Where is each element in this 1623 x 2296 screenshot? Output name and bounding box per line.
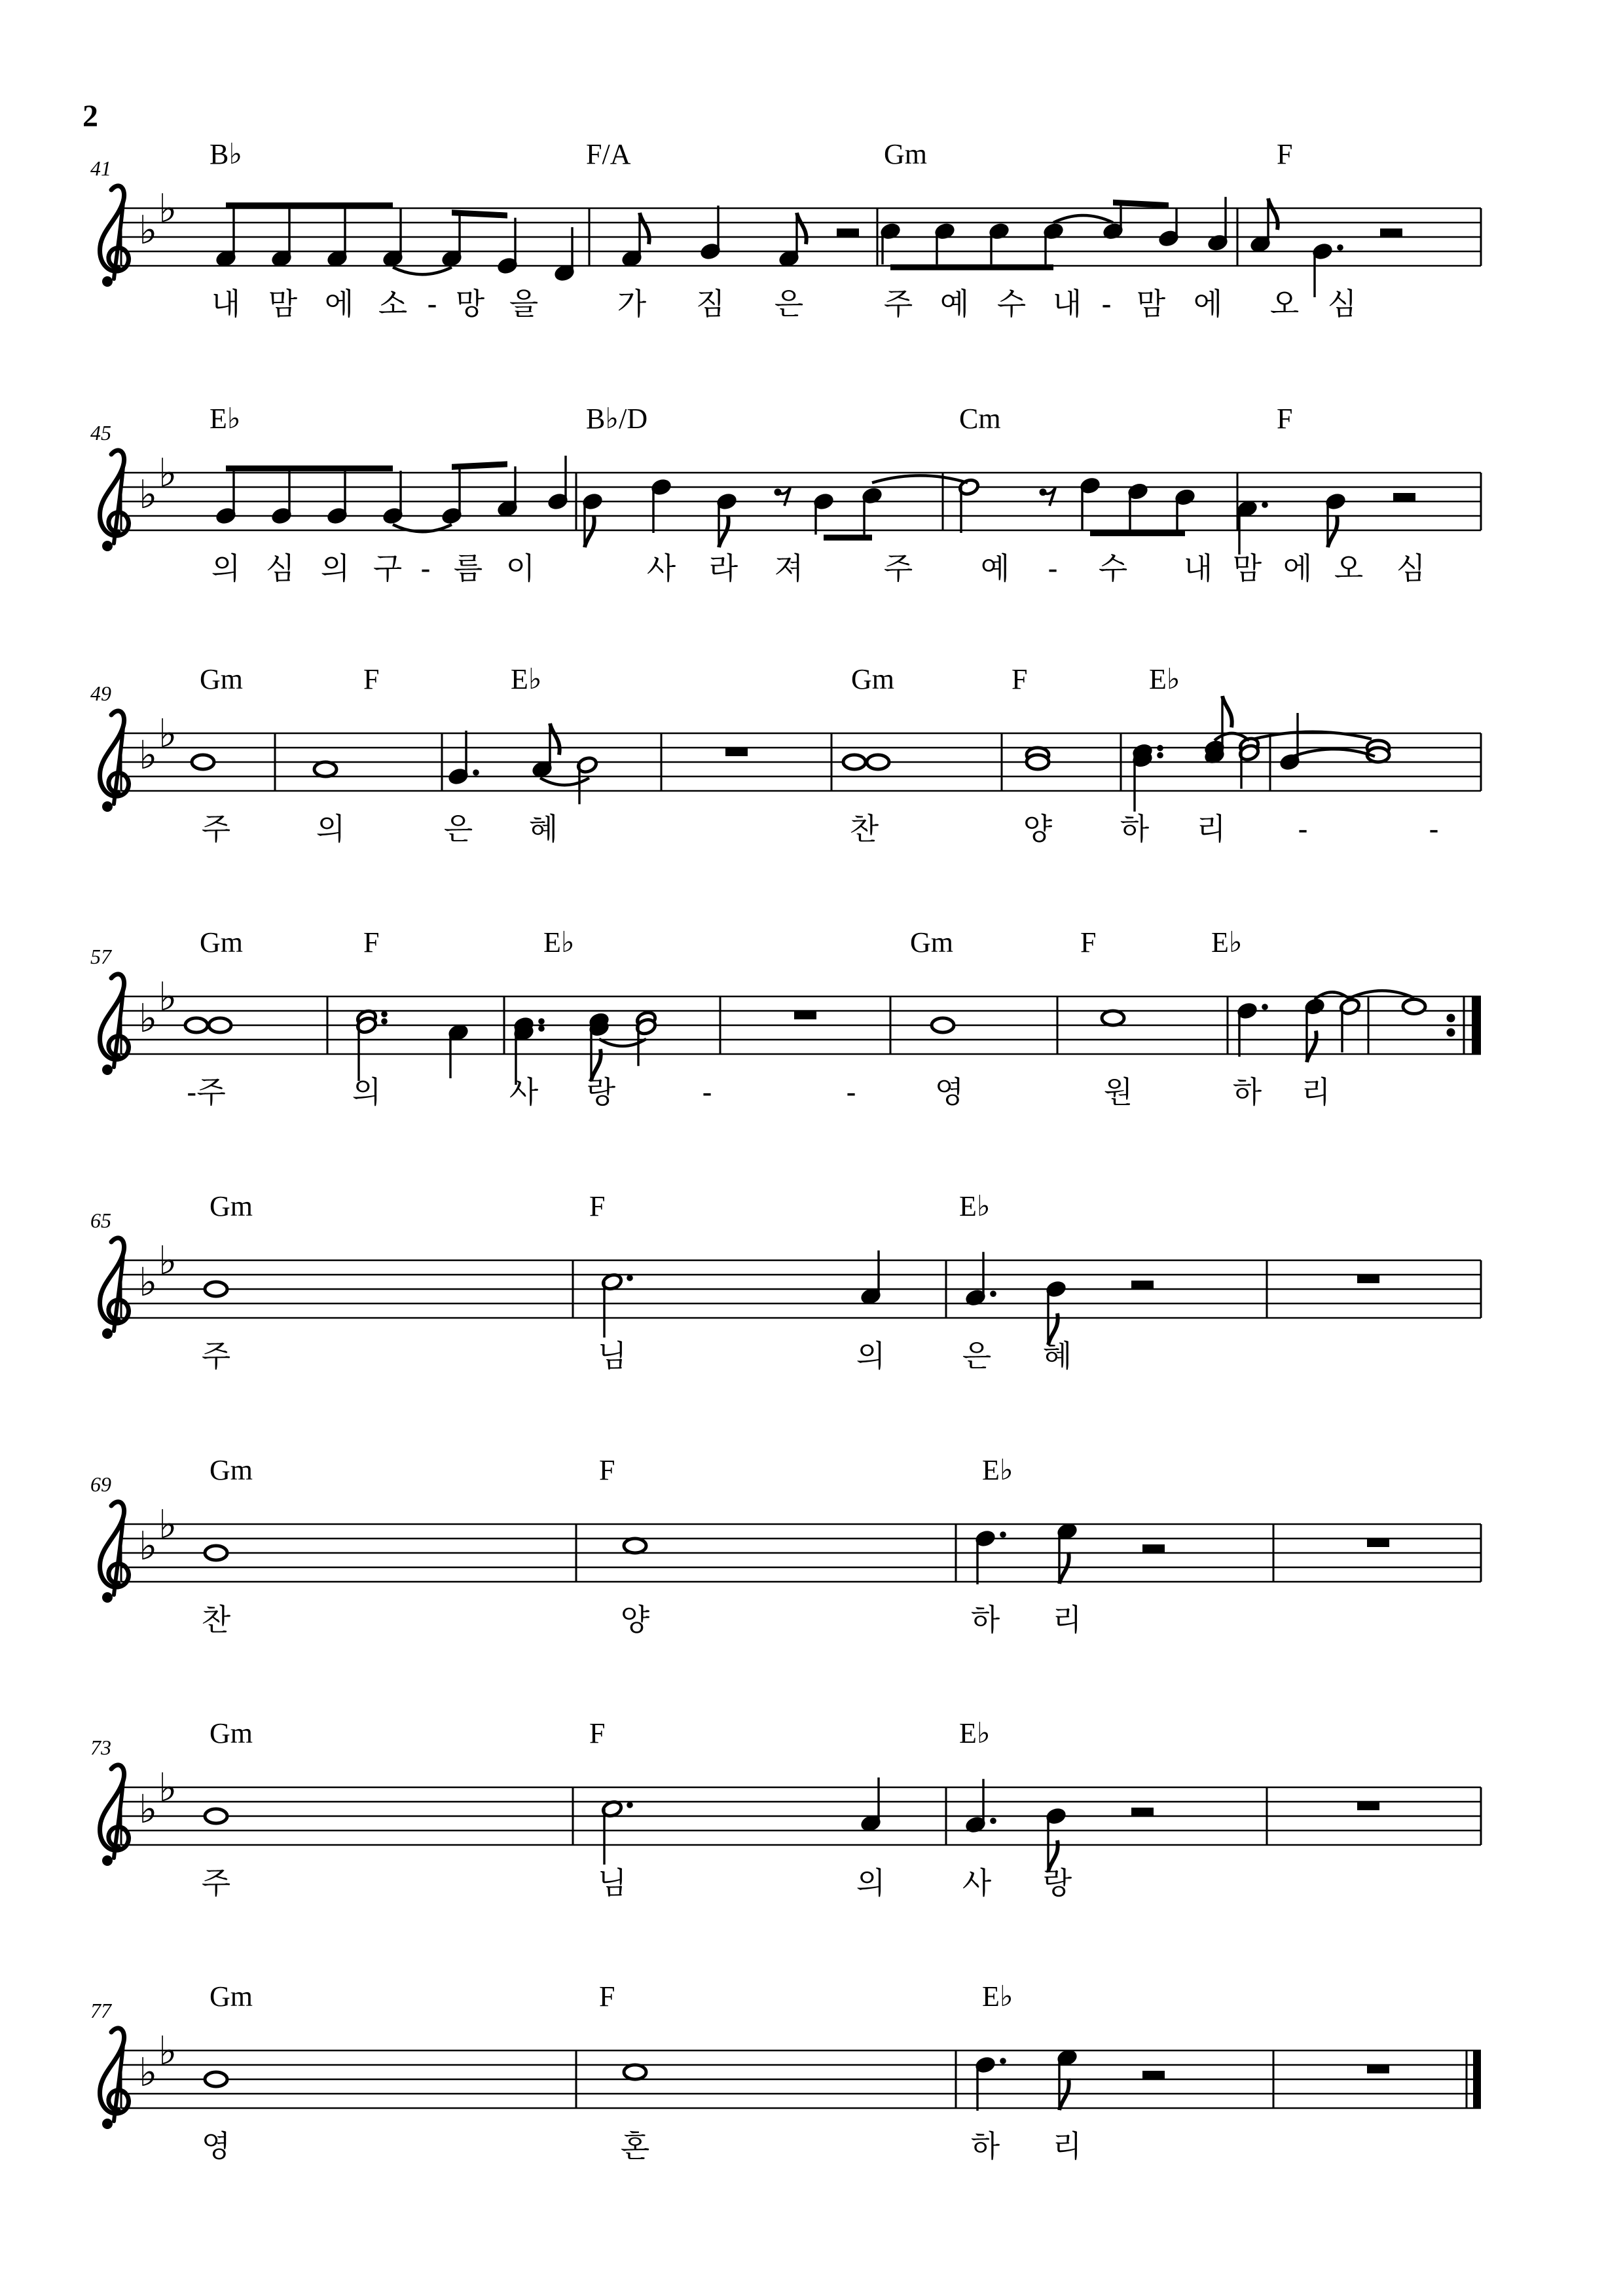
lyric-syllable: 영 <box>201 2129 231 2163</box>
notehead <box>209 1018 231 1032</box>
lyric-syllable: 찬 <box>849 812 879 846</box>
measure-number: 45 <box>90 421 111 445</box>
lyric-syllable: 수 <box>1098 551 1128 585</box>
lyric-syllable: 에 <box>324 287 354 321</box>
chord-symbol: B♭/D <box>586 403 648 435</box>
lyric-syllable: - <box>427 287 437 321</box>
lyric-syllable: - <box>1298 812 1308 846</box>
tie <box>393 267 452 274</box>
staff-lines <box>121 1260 1481 1318</box>
eighth-flag <box>640 213 649 244</box>
lyric-syllable: 하 <box>970 1603 1000 1637</box>
chords <box>210 1454 1013 1486</box>
whole-rest <box>1367 2065 1389 2073</box>
lyric-syllable: 망 <box>455 287 485 321</box>
lyric-syllable: 라 <box>708 551 739 585</box>
system-m65 <box>90 1190 1481 1373</box>
lyric-syllable: 랑 <box>1042 1866 1072 1900</box>
lyric-syllable: 주 <box>201 1866 231 1900</box>
eighth-flag <box>1268 198 1278 230</box>
tie <box>872 475 968 483</box>
chords <box>210 1717 991 1749</box>
chord-symbol: Gm <box>200 926 243 958</box>
lyric-syllable: 맘 <box>268 287 298 321</box>
notes <box>215 456 1415 555</box>
lyric-syllable: 주 <box>201 812 231 846</box>
whole-rest <box>794 1011 816 1019</box>
tie <box>1053 215 1113 223</box>
beam <box>226 465 393 471</box>
eighth-flag <box>797 213 807 244</box>
lyric-syllable: 리 <box>1052 1603 1082 1637</box>
beam <box>452 461 507 469</box>
lyric-syllable: 예 <box>980 551 1010 585</box>
lyric-syllable: 예 <box>939 287 970 321</box>
chord-symbol: Gm <box>210 1454 253 1486</box>
eighth-flag <box>585 516 594 547</box>
flat-sign: ♭ <box>139 997 158 1040</box>
chord-symbol: E♭ <box>210 403 241 435</box>
measure-number: 41 <box>90 156 111 180</box>
beam <box>824 535 872 541</box>
lyric-syllable: 원 <box>1103 1075 1133 1109</box>
augmentation-dot <box>627 1275 633 1281</box>
augmentation-dot <box>538 1025 545 1032</box>
lyric-syllable: 의 <box>856 1866 886 1900</box>
system-m45 <box>90 403 1481 585</box>
key-signature <box>139 1503 177 1568</box>
staff-lines <box>121 1787 1481 1845</box>
augmentation-dot <box>1262 1004 1268 1010</box>
augmentation-dot <box>990 1290 996 1297</box>
key-signature <box>139 187 177 252</box>
flat-sign: ♭ <box>139 734 158 777</box>
half-rest <box>1131 1281 1154 1289</box>
lyric-syllable: - <box>1048 551 1058 585</box>
chord-symbol: Gm <box>884 138 927 170</box>
lyric-syllable: 혼 <box>620 2129 650 2163</box>
notehead <box>205 2072 227 2086</box>
lyric-syllable: -주 <box>187 1075 226 1109</box>
system-m41 <box>90 138 1481 321</box>
key-signature <box>139 975 177 1040</box>
half-rest <box>1131 1808 1154 1816</box>
augmentation-dot <box>381 1011 388 1017</box>
ties <box>393 475 968 532</box>
notehead <box>1102 1011 1124 1025</box>
lyric-syllable: 하 <box>970 2129 1000 2163</box>
notehead <box>1403 999 1425 1013</box>
beams <box>226 200 1169 270</box>
key-signature <box>139 2030 177 2094</box>
flat-sign: ♭ <box>158 1239 177 1283</box>
page-number: 2 <box>82 99 98 134</box>
augmentation-dot <box>381 1018 388 1025</box>
lyrics <box>202 1339 1072 1373</box>
lyric-syllable: 름 <box>453 551 483 585</box>
lyrics <box>211 287 1357 321</box>
notehead <box>192 755 214 769</box>
chords <box>210 138 1292 170</box>
eighth-flag <box>1307 1030 1317 1062</box>
chord-symbol: E♭ <box>1149 663 1180 695</box>
key-signature <box>139 1766 177 1831</box>
chords <box>210 1190 991 1222</box>
system-m77 <box>90 1980 1481 2163</box>
lyric-syllable: 주 <box>883 287 913 321</box>
lyric-syllable: 랑 <box>586 1075 616 1109</box>
measure-number: 77 <box>90 1999 111 2022</box>
lyrics <box>202 1866 1072 1900</box>
chord-symbol: E♭ <box>982 1454 1013 1486</box>
lyric-syllable: - <box>1101 287 1112 321</box>
beam <box>1090 530 1185 536</box>
eighth-flag <box>1328 516 1338 547</box>
whole-rest <box>1357 1802 1379 1810</box>
flat-sign: ♭ <box>158 1503 177 1546</box>
chords <box>200 663 1180 695</box>
lyric-syllable: 혜 <box>528 812 558 846</box>
staff-lines <box>121 473 1481 530</box>
lyrics <box>202 812 1439 846</box>
chord-symbol: Gm <box>910 926 953 958</box>
ties <box>599 991 1414 1046</box>
flat-sign: ♭ <box>158 452 177 495</box>
half-rest <box>1380 228 1402 237</box>
lyric-syllable: 이 <box>505 551 536 585</box>
lyrics <box>202 1603 1082 1637</box>
lyric-syllable: - <box>1429 812 1439 846</box>
lyric-syllable: 구 <box>373 551 403 585</box>
lyric-syllable: 양 <box>620 1603 650 1637</box>
chords <box>210 403 1292 435</box>
chord-symbol: F <box>363 663 380 695</box>
notehead <box>205 1809 227 1823</box>
lyric-syllable: 오 <box>1269 287 1300 321</box>
measure-number: 69 <box>90 1472 111 1496</box>
lyric-syllable: 하 <box>1232 1075 1262 1109</box>
notehead <box>932 1018 954 1032</box>
whole-rest <box>1357 1275 1379 1283</box>
notes <box>215 197 1402 297</box>
system-m49 <box>90 663 1481 846</box>
chord-symbol: E♭ <box>959 1717 991 1749</box>
chord-symbol: E♭ <box>1211 926 1243 958</box>
chord-symbol: F <box>1277 138 1293 170</box>
half-rest <box>1142 1544 1165 1553</box>
lyric-syllable: 영 <box>934 1075 964 1109</box>
flat-sign: ♭ <box>158 712 177 756</box>
chord-symbol: F <box>363 926 380 958</box>
notehead <box>843 755 866 769</box>
lyric-syllable: 수 <box>996 287 1027 321</box>
key-signature <box>139 452 177 517</box>
chord-symbol: F <box>1277 403 1293 435</box>
half-rest <box>837 228 859 237</box>
lyric-syllable: 의 <box>316 812 346 846</box>
augmentation-dot <box>627 1802 633 1808</box>
chord-symbol: E♭ <box>511 663 542 695</box>
chord-symbol: F <box>589 1190 606 1222</box>
chord-symbol: B♭ <box>210 138 243 170</box>
notehead <box>185 1018 208 1032</box>
system-m57 <box>90 926 1481 1109</box>
repeat-dot <box>1447 1029 1455 1037</box>
lyric-syllable: 에 <box>1193 287 1223 321</box>
flat-sign: ♭ <box>158 975 177 1019</box>
flat-sign: ♭ <box>158 2030 177 2073</box>
lyric-syllable: 의 <box>352 1075 382 1109</box>
lyric-syllable: 맘 <box>1136 287 1166 321</box>
chord-symbol: Gm <box>210 1980 253 2013</box>
lyric-syllable: - <box>420 551 431 585</box>
augmentation-dot <box>1262 501 1268 508</box>
staff-lines <box>121 996 1481 1054</box>
system-m73 <box>90 1717 1481 1900</box>
whole-rest <box>725 748 748 756</box>
measure-number: 73 <box>90 1736 111 1759</box>
lyric-syllable: 사 <box>962 1866 992 1900</box>
notehead <box>624 1539 646 1553</box>
flat-sign: ♭ <box>158 187 177 230</box>
flat-sign: ♭ <box>139 1525 158 1568</box>
lyric-syllable: 내 <box>1052 287 1082 321</box>
lyric-syllable: 의 <box>320 551 350 585</box>
staff-lines <box>121 2050 1481 2108</box>
lyric-syllable: 리 <box>1196 812 1226 846</box>
lyric-syllable: 사 <box>509 1075 539 1109</box>
lyric-syllable: 짐 <box>695 287 725 321</box>
eighth-flag <box>719 516 729 547</box>
chord-symbol: Gm <box>210 1190 253 1222</box>
tie <box>1293 749 1375 756</box>
lyric-syllable: 의 <box>856 1339 886 1373</box>
augmentation-dot <box>1000 1531 1006 1538</box>
notehead <box>205 1282 227 1296</box>
lyric-syllable: 져 <box>774 551 804 585</box>
lyric-syllable: 내 <box>211 287 241 321</box>
lyric-syllable: 주 <box>201 1339 231 1373</box>
augmentation-dot <box>1157 752 1163 759</box>
augmentation-dot <box>1337 244 1343 251</box>
chord-symbol: E♭ <box>982 1980 1013 2013</box>
final-barline <box>1473 2050 1481 2108</box>
lyric-syllable: 을 <box>509 287 539 321</box>
chord-symbol: F <box>599 1980 615 2013</box>
half-rest <box>1393 493 1415 501</box>
half-rest <box>1142 2071 1165 2079</box>
flat-sign: ♭ <box>139 2051 158 2094</box>
lyric-syllable: 에 <box>1283 551 1313 585</box>
chord-symbol: Gm <box>200 663 243 695</box>
beam <box>890 264 1053 270</box>
augmentation-dot <box>1157 745 1163 752</box>
chord-symbol: Cm <box>959 403 1001 435</box>
lyrics <box>211 551 1425 585</box>
key-signature <box>139 712 177 777</box>
augmentation-dot <box>990 1817 996 1824</box>
notehead <box>1027 755 1049 769</box>
notes <box>192 696 1389 812</box>
lyric-syllable: 사 <box>646 551 676 585</box>
chord-symbol: F <box>1012 663 1028 695</box>
lyric-syllable: 소 <box>378 287 408 321</box>
lyric-syllable: 의 <box>211 551 241 585</box>
chord-symbol: Gm <box>210 1717 253 1749</box>
notehead <box>205 1546 227 1560</box>
lyric-syllable: 심 <box>1396 551 1426 585</box>
repeat-dot <box>1447 1014 1455 1023</box>
lyric-syllable: 주 <box>883 551 913 585</box>
whole-rest <box>1367 1539 1389 1547</box>
eighth-flag <box>1222 696 1232 727</box>
lyric-syllable: 심 <box>1327 287 1357 321</box>
lyric-syllable: 리 <box>1301 1075 1331 1109</box>
key-signature <box>139 1239 177 1304</box>
lyric-syllable: 심 <box>265 551 295 585</box>
lyric-syllable: 은 <box>962 1339 992 1373</box>
chord-symbol: E♭ <box>959 1190 991 1222</box>
lyric-syllable: 님 <box>597 1339 627 1373</box>
flat-sign: ♭ <box>139 1261 158 1304</box>
chord-symbol: E♭ <box>543 926 575 958</box>
system-m69 <box>90 1454 1481 1637</box>
lyric-syllable: 내 <box>1183 551 1213 585</box>
chord-symbol: F <box>599 1454 615 1486</box>
augmentation-dot <box>1000 2058 1006 2064</box>
chords <box>210 1980 1013 2013</box>
lyric-syllable: 은 <box>774 287 804 321</box>
notehead <box>867 755 889 769</box>
repeat-barline <box>1472 996 1481 1054</box>
chord-symbol: F <box>1080 926 1097 958</box>
lyric-syllable: 가 <box>617 287 647 321</box>
notehead <box>314 762 337 776</box>
measure-number: 49 <box>90 682 111 705</box>
chord-symbol: F/A <box>586 138 631 170</box>
lyric-syllable: - <box>702 1075 712 1109</box>
lyrics <box>202 2129 1082 2163</box>
measure-number: 65 <box>90 1209 111 1232</box>
lyric-syllable: 양 <box>1023 812 1053 846</box>
chord-symbol: Gm <box>851 663 894 695</box>
notehead <box>624 2065 646 2079</box>
notes <box>205 1777 1379 1872</box>
flat-sign: ♭ <box>139 473 158 517</box>
augmentation-dot <box>473 769 479 776</box>
lyric-syllable: 님 <box>597 1866 627 1900</box>
eighth-flag <box>550 723 560 755</box>
notes <box>205 1250 1379 1345</box>
lyric-syllable: 찬 <box>201 1603 231 1637</box>
lyric-syllable: 혜 <box>1042 1339 1072 1373</box>
chords <box>200 926 1243 958</box>
augmentation-dot <box>538 1018 545 1025</box>
lyric-syllable: - <box>846 1075 856 1109</box>
lyric-syllable: 리 <box>1052 2129 1082 2163</box>
lyric-syllable: 오 <box>1334 551 1364 585</box>
flat-sign: ♭ <box>158 1766 177 1810</box>
lyric-syllable: 하 <box>1120 812 1150 846</box>
measure-number: 57 <box>90 945 111 968</box>
tie <box>540 778 589 785</box>
beam <box>226 202 393 208</box>
staff-lines <box>121 1524 1481 1582</box>
lyric-syllable: 은 <box>443 812 473 846</box>
flat-sign: ♭ <box>139 1788 158 1831</box>
chord-symbol: F <box>589 1717 606 1749</box>
lyric-syllable: 맘 <box>1232 551 1262 585</box>
flat-sign: ♭ <box>139 209 158 252</box>
